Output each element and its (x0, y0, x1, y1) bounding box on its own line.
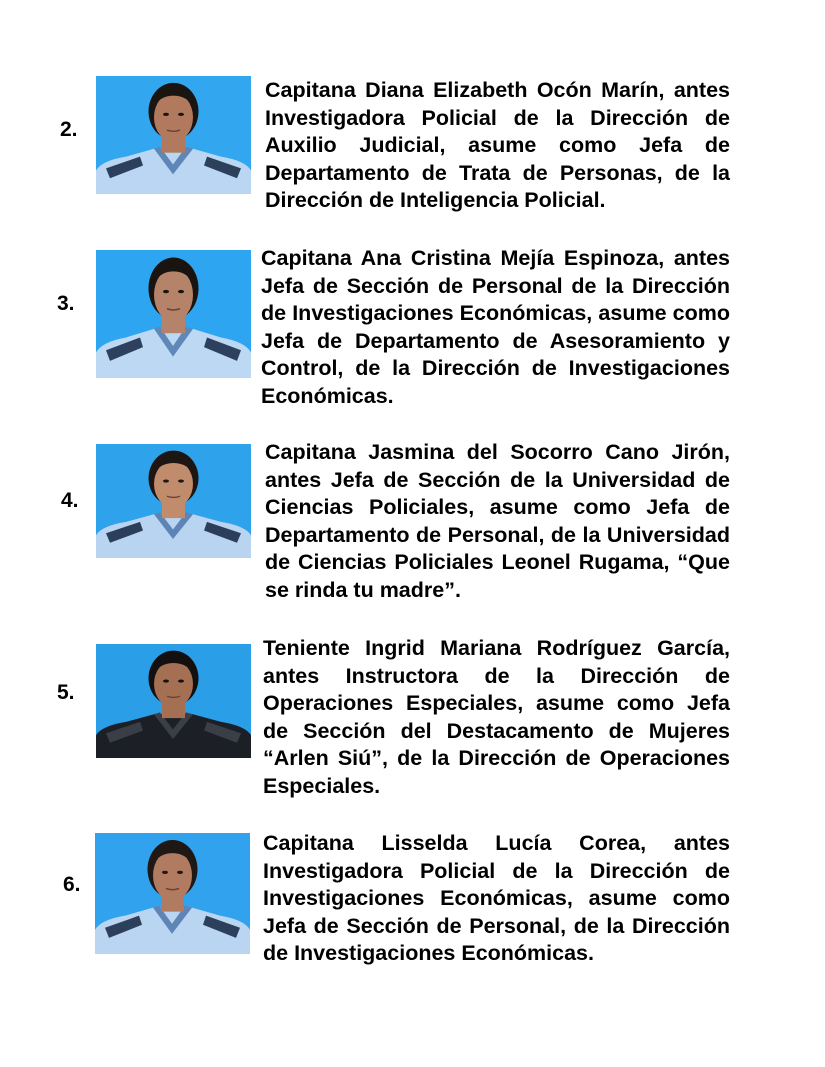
portrait-eye (178, 290, 184, 293)
person-portrait-photo (96, 444, 251, 558)
person-portrait-icon (96, 250, 251, 378)
portrait-face (154, 660, 193, 708)
entry-description: Capitana Lisselda Lucía Corea, antes Investigadora Policial de la Dirección de Investigaciones Económicas, asume como Jefa de Sección de Personal, de la Dirección de Investigaciones Económicas. (263, 831, 730, 966)
entry-description: Capitana Jasmina del Socorro Cano Jirón, antes Jefa de Sección de la Universidad de Ciencias Policiales, asume como Jefa de Departamento de Personal, de la Universidad de Ciencias Policiales Leonel Rugama, “Que se rinda tu madre”. (265, 440, 730, 602)
portrait-eye (163, 680, 169, 683)
portrait-eye (178, 113, 184, 116)
portrait-eye (162, 871, 168, 874)
entry-number: 5. (57, 681, 75, 704)
entry-description: Capitana Ana Cristina Mejía Espinoza, antes Jefa de Sección de Personal de la Dirección de Investigaciones Económicas, asume como Jefa de Departamento de Asesoramiento y Control, de la Dirección de Investigaciones Económicas. (261, 246, 730, 408)
portrait-face (154, 460, 193, 508)
portrait-eye (163, 113, 169, 116)
portrait-eye (178, 480, 184, 483)
entry-description: Capitana Diana Elizabeth Ocón Marín, antes Investigadora Policial de la Dirección de Auxilio Judicial, asume como Jefa de Departamento de Trata de Personas, de la Dirección de Inteligencia Policial. (265, 78, 730, 213)
portrait-eye (178, 680, 184, 683)
person-portrait-icon (96, 644, 251, 758)
person-portrait-photo (95, 833, 250, 954)
person-portrait-photo (96, 250, 251, 378)
person-portrait-photo (96, 76, 251, 194)
person-portrait-photo (96, 644, 251, 758)
entry-number: 3. (57, 292, 75, 315)
person-portrait-icon (95, 833, 250, 954)
portrait-face (154, 268, 193, 321)
entry-number: 6. (63, 873, 81, 896)
portrait-eye (163, 480, 169, 483)
entry-number: 2. (60, 118, 78, 141)
portrait-face (153, 850, 192, 900)
portrait-eye (177, 871, 183, 874)
person-portrait-icon (96, 444, 251, 558)
portrait-face (154, 93, 193, 142)
person-portrait-icon (96, 76, 251, 194)
entry-description: Teniente Ingrid Mariana Rodríguez García, antes Instructora de la Dirección de Operaciones Especiales, asume como Jefa de Sección del Destacamento de Mujeres “Arlen Siú”, de la Dirección de Operaciones Especiales. (263, 636, 730, 798)
portrait-eye (163, 290, 169, 293)
entry-number: 4. (61, 489, 79, 512)
